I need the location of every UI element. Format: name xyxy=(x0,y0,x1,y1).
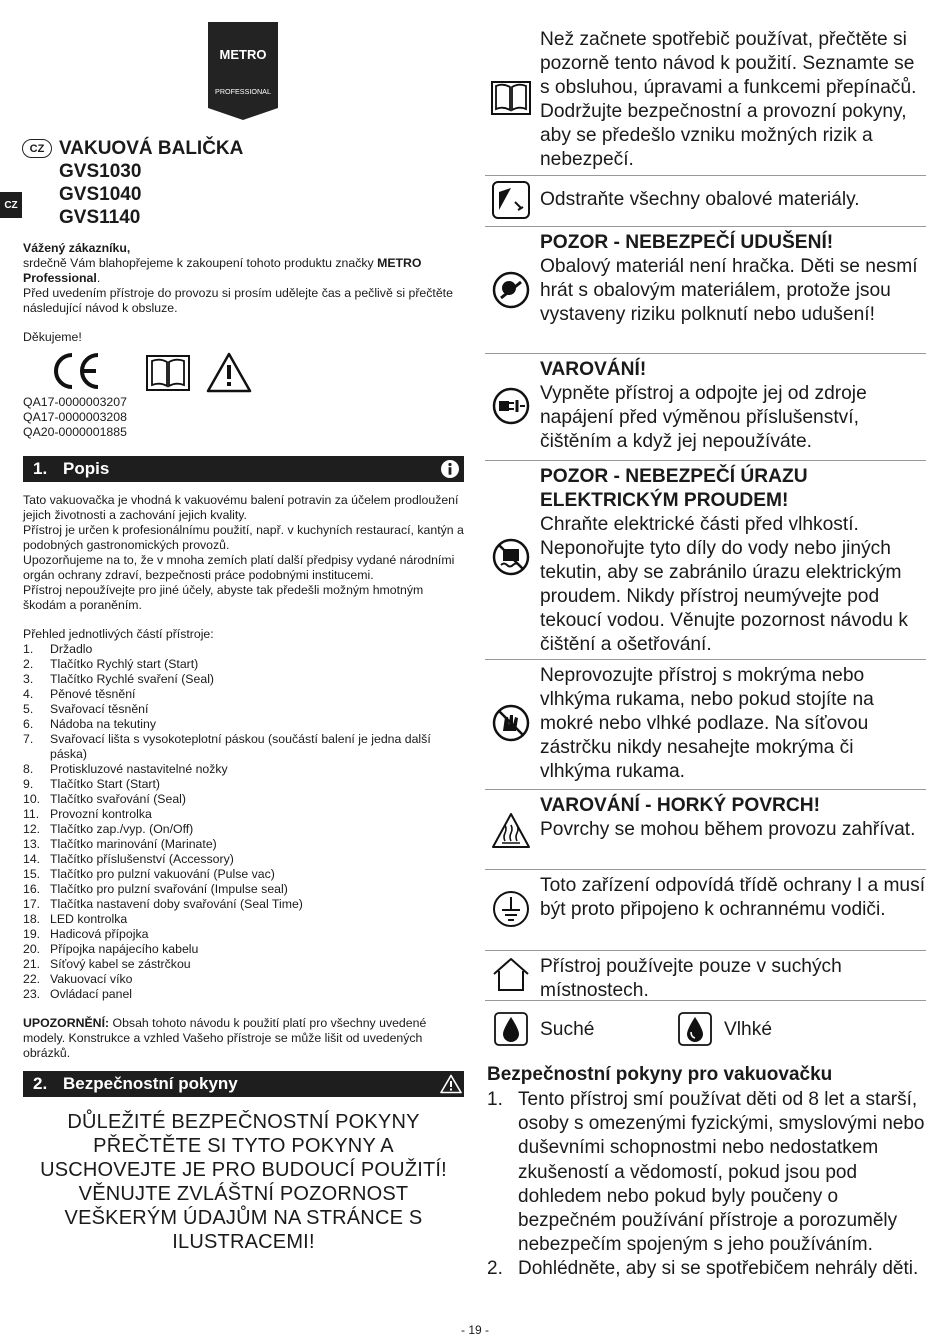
cert-code: QA20-0000001885 xyxy=(23,425,127,439)
safety-row-body: Povrchy se mohou během provozu zahřívat. xyxy=(540,819,916,840)
safety-row-text xyxy=(540,664,926,784)
list-item xyxy=(23,687,465,702)
brand-name: METRO Professional xyxy=(23,256,422,285)
list-item-text: Protiskluzové nastavitelné nožky xyxy=(50,762,228,776)
list-item-number: 15. xyxy=(23,867,41,881)
list-item-number: 3. xyxy=(23,672,34,686)
list-item-text: Nádoba na tekutiny xyxy=(50,717,156,731)
list-item-text: Ovládací panel xyxy=(50,987,133,1001)
thanks: Děkujeme! xyxy=(23,330,82,344)
greeting: Vážený zákazníku, xyxy=(23,241,131,255)
manual-book-icon xyxy=(491,78,531,118)
list-item-number: 9. xyxy=(23,777,34,791)
section-number: 1. xyxy=(33,459,48,478)
list-item-text: Svařovací lišta s vysokoteplotní páskou (součástí balení je jedna další páska) xyxy=(50,732,431,761)
safety-row xyxy=(485,659,926,790)
suffocation-icon xyxy=(491,270,531,310)
list-item-number: 8. xyxy=(23,762,34,776)
list-item xyxy=(23,642,465,657)
list-item-number: 17. xyxy=(23,897,41,911)
title-line: GVS1030 xyxy=(59,161,142,182)
safety-row-text xyxy=(540,188,926,212)
description-paragraph: Upozorňujeme na to, že v mnoha zemích platí další předpisy vydané národními orgán ochrany zdraví, bezpečnosti práce podobnými institucemi. xyxy=(23,553,455,582)
list-item-number: 18. xyxy=(23,912,41,926)
list-item-number: 6. xyxy=(23,717,34,731)
safety-row-text xyxy=(540,28,926,172)
list-item xyxy=(23,927,465,942)
section-title: Popis xyxy=(63,459,110,478)
safety-row-body: Přístroj používejte pouze v suchých místnostech. xyxy=(540,956,842,1001)
list-item xyxy=(23,777,465,792)
list-item-number: 16. xyxy=(23,882,41,896)
logo-brand-text: METRO xyxy=(219,47,267,62)
safety-row xyxy=(485,353,926,461)
safety-row-heading: POZOR - NEBEZPEČÍ ÚRAZU ELEKTRICKÝM PROUDEM! xyxy=(540,466,808,511)
list-item xyxy=(487,1088,932,1257)
list-item-text: Tlačítko zap./vyp. (On/Off) xyxy=(50,822,194,836)
list-item xyxy=(23,732,465,762)
safety-row-heading: POZOR - NEBEZPEČÍ UDUŠENÍ! xyxy=(540,232,834,253)
safety-row-text xyxy=(540,874,926,922)
list-item-text: Tlačítko svařování (Seal) xyxy=(50,792,186,806)
safety-row xyxy=(485,226,926,354)
list-item-number: 11. xyxy=(23,807,40,821)
list-item xyxy=(23,912,465,927)
list-item xyxy=(23,837,465,852)
list-item-number: 1. xyxy=(487,1089,503,1110)
list-item xyxy=(23,972,465,987)
list-item-text: Tlačítko pro pulzní svařování (Impulse seal) xyxy=(50,882,288,896)
list-item xyxy=(23,852,465,867)
product-title xyxy=(59,137,243,229)
safety-row-body: Chraňte elektrické části před vlhkostí. Neponořujte tyto díly do vody nebo jiných tekutin, aby se zabránilo úrazu elektrickým proudem. Nikdy přístroj neumývejte pod tekoucí vodou. Věnujte pozornost návodu k čištění a ošetřování. xyxy=(540,514,909,655)
list-item-text: Vakuovací víko xyxy=(50,972,133,986)
unplug-icon xyxy=(491,386,531,426)
safety-row-body: Neprovozujte přístroj s mokrýma nebo vlhkýma rukama, nebo pokud stojíte na mokré nebo vlhké podlaze. Na síťovou zástrčku nikdy nesahejte mokrýma či vlhkýma rukama. xyxy=(540,665,874,782)
list-item-number: 4. xyxy=(23,687,34,701)
intro-line-1: srdečně Vám blahopřejeme k zakoupení tohoto produktu značky METRO Professional. xyxy=(23,256,422,285)
list-item xyxy=(23,957,465,972)
certification-codes xyxy=(23,395,465,440)
list-item xyxy=(23,897,465,912)
list-item xyxy=(23,702,465,717)
vacuum-safety-title: Bezpečnostní pokyny pro vakuovačku xyxy=(487,1064,833,1085)
safety-row-heading: VAROVÁNÍ - HORKÝ POVRCH! xyxy=(540,795,821,816)
safety-row-body: Obalový materiál není hračka. Děti se nesmí hrát s obalovým materiálem, protože jsou vystaveny riziku polknutí nebo udušení! xyxy=(540,256,918,325)
safety-row-body: Než začnete spotřebič používat, přečtěte si pozorně tento návod k použití. Seznamte se s obsluhou, úpravami a funkcemi přepínačů. Dodržujte bezpečnostní a provozní pokyny, aby se předešlo vzniku možných rizik a nebezpečí. xyxy=(540,29,917,170)
list-item-number: 19. xyxy=(23,927,41,941)
cert-code: QA17-0000003207 xyxy=(23,395,127,409)
description-paragraph: Přístroj je určen k profesionálnímu použití, např. v kuchyních restaurací, kantýn a podobných gastronomických provozů. xyxy=(23,523,464,552)
logo-sub-text: PROFESSIONAL xyxy=(215,87,271,96)
list-item xyxy=(23,867,465,882)
list-item-text: Svařovací těsnění xyxy=(50,702,149,716)
list-item-text: Dohlédněte, aby si se spotřebičem nehrály děti. xyxy=(518,1258,919,1280)
safety-row xyxy=(485,22,926,176)
list-item xyxy=(23,987,465,1002)
list-item xyxy=(23,657,465,672)
section-1-description xyxy=(23,493,465,613)
list-item-number: 2. xyxy=(487,1258,503,1280)
list-item-text: Tlačítko Rychlé svaření (Seal) xyxy=(50,672,215,686)
info-icon xyxy=(440,459,460,479)
note-text: Obsah tohoto návodu k použití platí pro všechny uvedené modely. Konstrukce a vzhled Vašeho přístroje se může lišit od uvedených obrázků. xyxy=(23,1016,427,1060)
warning-triangle-icon xyxy=(206,351,252,393)
list-item-text: Držadlo xyxy=(50,642,93,656)
list-item-text: LED kontrolka xyxy=(50,912,128,926)
list-item-text: Přípojka napájecího kabelu xyxy=(50,942,199,956)
warning-triangle-icon xyxy=(440,1074,460,1094)
intro-block xyxy=(23,241,465,345)
list-item xyxy=(23,807,465,822)
list-item-text: Tlačítko Start (Start) xyxy=(50,777,161,791)
list-item-text: Tlačítko příslušenství (Accessory) xyxy=(50,852,234,866)
list-item xyxy=(487,1257,932,1281)
no-wet-hands-icon xyxy=(491,703,531,743)
indoor-house-icon xyxy=(491,954,531,994)
hot-surface-icon xyxy=(491,811,531,851)
parts-list xyxy=(23,642,465,1002)
parts-heading: Přehled jednotlivých částí přístroje: xyxy=(23,627,214,641)
page-number: - 19 - xyxy=(460,1323,489,1337)
section-1-header xyxy=(23,456,464,482)
list-item xyxy=(23,672,465,687)
list-item-text: Síťový kabel se zástrčkou xyxy=(50,957,191,971)
vacuum-safety-list xyxy=(487,1088,932,1282)
metro-professional-logo xyxy=(208,22,278,120)
list-item-number: 14. xyxy=(23,852,41,866)
safety-row xyxy=(485,950,926,1001)
important-safety-notice: DŮLEŽITÉ BEZPEČNOSTNÍ POKYNY PŘEČTĚTE SI TYTO POKYNY A USCHOVEJTE JE PRO BUDOUCÍ POUŽITÍ! VĚNUJTE ZVLÁŠTNÍ POZORNOST VEŠKERÝM ÚDAJŮM NA STRÁNCE S ILUSTRACEMI! xyxy=(40,1111,447,1253)
safety-row-text xyxy=(540,465,926,657)
list-item xyxy=(23,882,465,897)
list-item-number: 21. xyxy=(23,957,41,971)
note-block xyxy=(23,1016,465,1061)
description-paragraph: Přístroj nepoužívejte pro jiné účely, abyste tak předešli možným hmotným škodám a poraněním. xyxy=(23,583,424,612)
section-number: 2. xyxy=(33,1074,48,1093)
safety-row-body: Vypněte přístroj a odpojte jej od zdroje napájení před výměnou příslušenství, čištěním a když jej nepoužíváte. xyxy=(540,383,867,452)
safety-row xyxy=(485,789,926,870)
safety-row-body: Odstraňte všechny obalové materiály. xyxy=(540,189,860,210)
no-water-icon xyxy=(491,537,531,577)
safety-row-body: Toto zařízení odpovídá třídě ochrany I a musí být proto připojeno k ochrannému vodiči. xyxy=(540,875,926,920)
list-item xyxy=(23,717,465,732)
note-label: UPOZORNĚNÍ: xyxy=(23,1016,110,1030)
safety-row-text xyxy=(540,955,926,1003)
list-item-number: 7. xyxy=(23,732,34,746)
safety-row-text xyxy=(540,794,926,842)
manual-book-icon xyxy=(146,355,190,391)
cert-code: QA17-0000003208 xyxy=(23,410,127,424)
parts-overview xyxy=(23,627,465,1002)
list-item-text: Tlačítko Rychlý start (Start) xyxy=(50,657,199,671)
list-item-text: Tlačítka nastavení doby svařování (Seal Time) xyxy=(50,897,303,911)
section-2-header xyxy=(23,1071,464,1097)
list-item-text: Tlačítko pro pulzní vakuování (Pulse vac) xyxy=(50,867,275,881)
list-item-text: Provozní kontrolka xyxy=(50,807,152,821)
list-item xyxy=(23,822,465,837)
intro-line-2: Před uvedením přístroje do provozu si prosím udělejte čas a pečlivě si přečtěte následující návod k obsluze. xyxy=(23,286,453,315)
list-item-number: 2. xyxy=(23,657,34,671)
title-line: GVS1040 xyxy=(59,184,142,205)
wet-drop-icon xyxy=(678,1012,712,1046)
dry-drop-icon xyxy=(494,1012,528,1046)
list-item xyxy=(23,792,465,807)
ce-mark-icon xyxy=(50,351,102,391)
list-item-text: Hadicová přípojka xyxy=(50,927,149,941)
wet-label: Vlhké xyxy=(724,1019,772,1040)
safety-row xyxy=(485,460,926,660)
list-item-number: 5. xyxy=(23,702,34,716)
description-paragraph: Tato vakuovačka je vhodná k vakuovému balení potravin za účelem prodloužení jejich životnosti a zachování jejich kvality. xyxy=(23,493,459,522)
list-item-number: 13. xyxy=(23,837,41,851)
safety-row-text xyxy=(540,231,926,327)
safety-row-text xyxy=(540,358,926,454)
safety-row xyxy=(485,869,926,951)
list-item xyxy=(23,942,465,957)
safety-row xyxy=(485,175,926,227)
language-tab[interactable]: CZ xyxy=(0,192,22,218)
list-item-number: 1. xyxy=(23,642,34,656)
protective-earth-icon xyxy=(491,889,531,929)
remove-packaging-icon xyxy=(491,180,531,220)
list-item-number: 23. xyxy=(23,987,41,1001)
list-item-number: 12. xyxy=(23,822,41,836)
dry-label: Suché xyxy=(540,1019,595,1040)
list-item-text: Pěnové těsnění xyxy=(50,687,136,701)
title-line: VAKUOVÁ BALIČKA xyxy=(59,138,244,159)
list-item-text: Tlačítko marinování (Marinate) xyxy=(50,837,217,851)
section-title: Bezpečnostní pokyny xyxy=(63,1074,238,1093)
list-item-number: 22. xyxy=(23,972,41,986)
list-item-number: 10. xyxy=(23,792,41,806)
list-item-number: 20. xyxy=(23,942,41,956)
title-line: GVS1140 xyxy=(59,207,141,228)
language-oval: CZ xyxy=(22,139,52,158)
list-item xyxy=(23,762,465,777)
safety-row-heading: VAROVÁNÍ! xyxy=(540,359,647,380)
list-item-text: Tento přístroj smí používat děti od 8 let a starší, osoby s omezenými fyzickými, smyslovými nebo duševními schopnostmi nebo nedostatkem zkušeností a vědomostí, pokud jsou pod dohledem nebo pokud byly poučeny o bezpečném používání přístroje a porozuměly nebezpečím spojeným s jeho používáním. xyxy=(518,1089,925,1256)
